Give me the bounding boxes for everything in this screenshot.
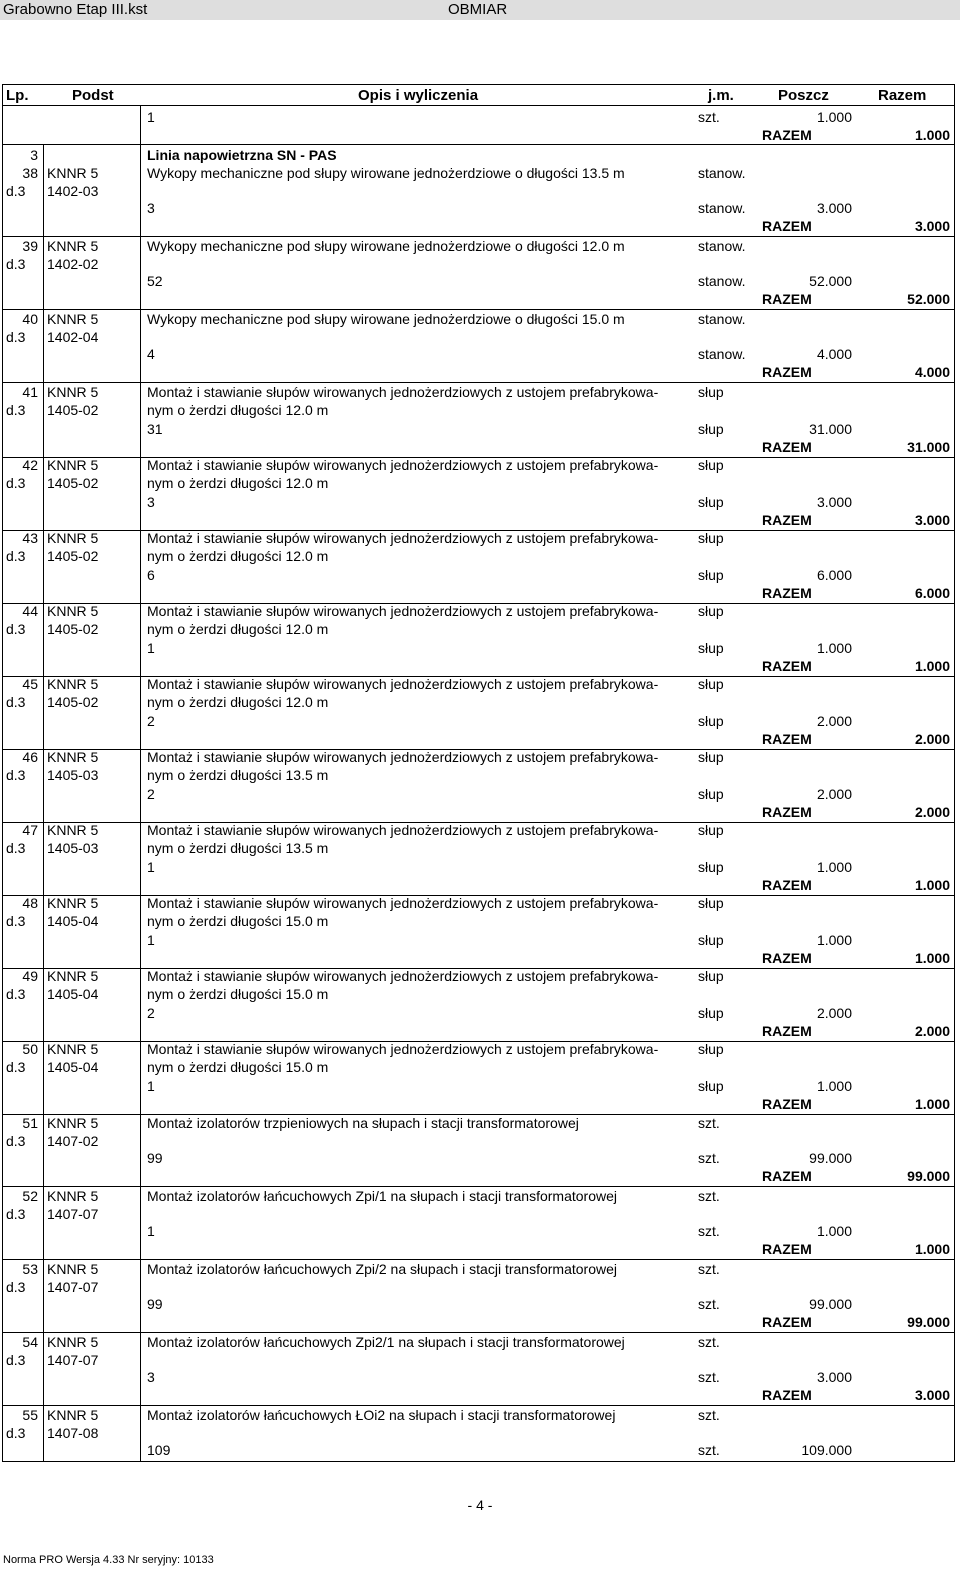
item-podst-code: 1407-07: [47, 1206, 99, 1222]
item-podst-code: 1405-03: [47, 767, 99, 783]
item-razem-value: 3.000: [914, 218, 950, 234]
item-podst-code: 1405-02: [47, 621, 99, 637]
item-podst-d: d.3: [6, 183, 26, 199]
item-poszcz: 1.000: [816, 1223, 852, 1239]
item-unit: stanow.: [698, 273, 746, 289]
item-description: Wykopy mechaniczne pod słupy wirowane jednożerdziowe o długości 12.0 m: [147, 238, 625, 254]
item-podst-d: d.3: [6, 475, 26, 491]
item-podst-catalog: KNNR 5: [47, 968, 99, 984]
item-unit: szt.: [698, 1369, 720, 1385]
item-unit-header: szt.: [698, 1407, 720, 1423]
item-podst-catalog: KNNR 5: [47, 1407, 99, 1423]
item-razem-label: RAZEM: [762, 804, 812, 820]
item-unit-header: słup: [698, 676, 724, 692]
item-unit-header: słup: [698, 530, 724, 546]
item-podst-code: 1405-02: [47, 548, 99, 564]
item-poszcz: 3.000: [816, 1369, 852, 1385]
item-description-cont: nym o żerdzi długości 15.0 m: [147, 1059, 329, 1075]
item-unit-header: słup: [698, 603, 724, 619]
item-razem-value: 52.000: [907, 291, 950, 307]
item-podst-d: d.3: [6, 621, 26, 637]
item-unit: słup: [698, 494, 724, 510]
item-unit: szt.: [698, 1223, 720, 1239]
item-expression: 109: [147, 1442, 171, 1458]
col-razem: Razem: [878, 87, 927, 104]
section-title: Linia napowietrzna SN - PAS: [147, 147, 337, 163]
item-lp: 41: [22, 384, 38, 400]
item-podst-code: 1402-03: [47, 183, 99, 199]
item-unit-header: stanow.: [698, 238, 746, 254]
item-podst-d: d.3: [6, 402, 26, 418]
item-unit: słup: [698, 421, 724, 437]
item-podst-d: d.3: [6, 986, 26, 1002]
item-description-cont: nym o żerdzi długości 13.5 m: [147, 840, 329, 856]
item-podst-code: 1405-02: [47, 475, 99, 491]
item-razem-label: RAZEM: [762, 291, 812, 307]
item-razem-label: RAZEM: [762, 1096, 812, 1112]
item-description: Montaż i stawianie słupów wirowanych jednożerdziowych z ustojem prefabrykowa-: [147, 384, 659, 400]
item-poszcz: 1.000: [816, 932, 852, 948]
item-poszcz: 2.000: [816, 1005, 852, 1021]
item-lp: 38: [22, 165, 38, 181]
item-razem-value: 1.000: [914, 658, 950, 674]
carry-value: 1.000: [816, 109, 852, 125]
item-podst-d: d.3: [6, 1059, 26, 1075]
item-podst-catalog: KNNR 5: [47, 603, 99, 619]
item-expression: 3: [147, 494, 155, 510]
item-poszcz: 1.000: [816, 859, 852, 875]
item-podst-d: d.3: [6, 256, 26, 272]
item-razem-label: RAZEM: [762, 731, 812, 747]
page-number: - 4 -: [467, 1497, 493, 1513]
item-podst-catalog: KNNR 5: [47, 1188, 99, 1204]
item-podst-d: d.3: [6, 548, 26, 564]
item-podst-code: 1407-02: [47, 1133, 99, 1149]
window-header: [0, 0, 960, 20]
item-razem-value: 6.000: [914, 585, 950, 601]
item-podst-catalog: KNNR 5: [47, 749, 99, 765]
item-expression: 99: [147, 1296, 163, 1312]
item-poszcz: 2.000: [816, 713, 852, 729]
footer-text: Norma PRO Wersja 4.33 Nr seryjny: 10133: [3, 1554, 214, 1566]
item-expression: 1: [147, 932, 155, 948]
item-description-cont: nym o żerdzi długości 12.0 m: [147, 402, 329, 418]
item-lp: 55: [22, 1407, 38, 1423]
item-unit-header: stanow.: [698, 165, 746, 181]
item-podst-d: d.3: [6, 694, 26, 710]
item-poszcz: 52.000: [809, 273, 852, 289]
item-razem-label: RAZEM: [762, 439, 812, 455]
item-expression: 2: [147, 1005, 155, 1021]
item-unit-header: słup: [698, 749, 724, 765]
item-razem-value: 2.000: [914, 804, 950, 820]
item-podst-d: d.3: [6, 913, 26, 929]
col-opis: Opis i wyliczenia: [358, 87, 479, 104]
item-unit: słup: [698, 640, 724, 656]
item-podst-catalog: KNNR 5: [47, 530, 99, 546]
item-podst-d: d.3: [6, 1352, 26, 1368]
item-description-cont: nym o żerdzi długości 12.0 m: [147, 694, 329, 710]
item-podst-catalog: KNNR 5: [47, 165, 99, 181]
item-poszcz: 2.000: [816, 786, 852, 802]
item-expression: 1: [147, 640, 155, 656]
item-description: Montaż i stawianie słupów wirowanych jednożerdziowych z ustojem prefabrykowa-: [147, 457, 659, 473]
item-description-cont: nym o żerdzi długości 15.0 m: [147, 986, 329, 1002]
item-podst-d: d.3: [6, 767, 26, 783]
item-lp: 39: [22, 238, 38, 254]
item-podst-code: 1402-04: [47, 329, 99, 345]
item-razem-label: RAZEM: [762, 1168, 812, 1184]
item-razem-value: 2.000: [914, 1023, 950, 1039]
item-unit-header: szt.: [698, 1261, 720, 1277]
item-unit-header: słup: [698, 895, 724, 911]
document-title: OBMIAR: [448, 1, 508, 18]
item-unit-header: słup: [698, 822, 724, 838]
item-description-cont: nym o żerdzi długości 13.5 m: [147, 767, 329, 783]
item-lp: 54: [22, 1334, 38, 1350]
item-razem-label: RAZEM: [762, 950, 812, 966]
item-unit: słup: [698, 932, 724, 948]
item-razem-value: 2.000: [914, 731, 950, 747]
item-description-cont: nym o żerdzi długości 12.0 m: [147, 475, 329, 491]
item-lp: 50: [22, 1041, 38, 1057]
item-lp: 45: [22, 676, 38, 692]
item-podst-catalog: KNNR 5: [47, 1041, 99, 1057]
item-expression: 52: [147, 273, 163, 289]
section-lp: 3: [30, 147, 38, 163]
file-name: Grabowno Etap III.kst: [3, 1, 148, 18]
item-expression: 1: [147, 859, 155, 875]
item-description: Montaż i stawianie słupów wirowanych jednożerdziowych z ustojem prefabrykowa-: [147, 895, 659, 911]
item-podst-code: 1405-04: [47, 1059, 99, 1075]
item-razem-value: 3.000: [914, 1387, 950, 1403]
carry-expr: 1: [147, 109, 155, 125]
item-unit: słup: [698, 567, 724, 583]
item-description: Montaż izolatorów trzpieniowych na słupach i stacji transformatorowej: [147, 1115, 579, 1131]
item-podst-d: d.3: [6, 1279, 26, 1295]
item-description-cont: nym o żerdzi długości 15.0 m: [147, 913, 329, 929]
item-podst-code: 1407-07: [47, 1352, 99, 1368]
item-podst-code: 1405-03: [47, 840, 99, 856]
item-poszcz: 99.000: [809, 1296, 852, 1312]
item-lp: 52: [22, 1188, 38, 1204]
item-razem-label: RAZEM: [762, 585, 812, 601]
item-expression: 6: [147, 567, 155, 583]
item-unit: słup: [698, 1005, 724, 1021]
item-expression: 1: [147, 1223, 155, 1239]
item-description: Wykopy mechaniczne pod słupy wirowane jednożerdziowe o długości 15.0 m: [147, 311, 625, 327]
item-lp: 51: [22, 1115, 38, 1131]
item-unit: szt.: [698, 1442, 720, 1458]
item-unit: słup: [698, 1078, 724, 1094]
item-description: Montaż i stawianie słupów wirowanych jednożerdziowych z ustojem prefabrykowa-: [147, 676, 659, 692]
item-description: Montaż i stawianie słupów wirowanych jednożerdziowych z ustojem prefabrykowa-: [147, 749, 659, 765]
item-expression: 2: [147, 713, 155, 729]
item-podst-catalog: KNNR 5: [47, 238, 99, 254]
item-unit: słup: [698, 786, 724, 802]
item-podst-d: d.3: [6, 329, 26, 345]
item-unit-header: słup: [698, 384, 724, 400]
item-unit: szt.: [698, 1150, 720, 1166]
item-poszcz: 109.000: [801, 1442, 852, 1458]
item-razem-value: 1.000: [914, 950, 950, 966]
col-poszcz: Poszcz: [778, 87, 829, 104]
item-unit-header: stanow.: [698, 311, 746, 327]
item-razem-value: 31.000: [907, 439, 950, 455]
carry-razem-value: 1.000: [914, 127, 950, 143]
item-podst-catalog: KNNR 5: [47, 1115, 99, 1131]
item-expression: 1: [147, 1078, 155, 1094]
item-description-cont: nym o żerdzi długości 12.0 m: [147, 548, 329, 564]
item-description: Montaż i stawianie słupów wirowanych jednożerdziowych z ustojem prefabrykowa-: [147, 603, 659, 619]
item-lp: 47: [22, 822, 38, 838]
item-description: Montaż izolatorów łańcuchowych Zpi/2 na słupach i stacji transformatorowej: [147, 1261, 617, 1277]
item-unit: stanow.: [698, 346, 746, 362]
item-unit-header: szt.: [698, 1188, 720, 1204]
item-razem-value: 1.000: [914, 1096, 950, 1112]
item-description: Montaż izolatorów łańcuchowych ŁOi2 na słupach i stacji transformatorowej: [147, 1407, 616, 1423]
item-poszcz: 6.000: [816, 567, 852, 583]
item-razem-value: 1.000: [914, 877, 950, 893]
item-description: Montaż i stawianie słupów wirowanych jednożerdziowych z ustojem prefabrykowa-: [147, 968, 659, 984]
item-razem-label: RAZEM: [762, 218, 812, 234]
item-lp: 40: [22, 311, 38, 327]
item-description: Montaż i stawianie słupów wirowanych jednożerdziowych z ustojem prefabrykowa-: [147, 1041, 659, 1057]
item-expression: 3: [147, 200, 155, 216]
item-podst-d: d.3: [6, 840, 26, 856]
item-razem-label: RAZEM: [762, 1387, 812, 1403]
item-poszcz: 99.000: [809, 1150, 852, 1166]
item-razem-label: RAZEM: [762, 1241, 812, 1257]
item-description: Montaż izolatorów łańcuchowych Zpi2/1 na słupach i stacji transformatorowej: [147, 1334, 625, 1350]
item-expression: 4: [147, 346, 155, 362]
item-unit-header: szt.: [698, 1115, 720, 1131]
item-description: Montaż izolatorów łańcuchowych Zpi/1 na słupach i stacji transformatorowej: [147, 1188, 617, 1204]
carry-razem-label: RAZEM: [762, 127, 812, 143]
item-unit: słup: [698, 713, 724, 729]
item-podst-d: d.3: [6, 1206, 26, 1222]
item-podst-catalog: KNNR 5: [47, 384, 99, 400]
item-razem-value: 1.000: [914, 1241, 950, 1257]
item-podst-catalog: KNNR 5: [47, 895, 99, 911]
item-podst-code: 1405-04: [47, 986, 99, 1002]
item-unit: stanow.: [698, 200, 746, 216]
item-poszcz: 3.000: [816, 200, 852, 216]
item-podst-d: d.3: [6, 1133, 26, 1149]
item-podst-code: 1405-04: [47, 913, 99, 929]
item-unit: słup: [698, 859, 724, 875]
item-podst-code: 1405-02: [47, 694, 99, 710]
item-podst-catalog: KNNR 5: [47, 311, 99, 327]
item-lp: 46: [22, 749, 38, 765]
item-razem-label: RAZEM: [762, 364, 812, 380]
item-podst-catalog: KNNR 5: [47, 1334, 99, 1350]
item-expression: 31: [147, 421, 163, 437]
item-lp: 49: [22, 968, 38, 984]
item-podst-code: 1407-08: [47, 1425, 99, 1441]
item-poszcz: 31.000: [809, 421, 852, 437]
item-unit-header: szt.: [698, 1334, 720, 1350]
item-lp: 48: [22, 895, 38, 911]
item-podst-catalog: KNNR 5: [47, 822, 99, 838]
item-poszcz: 1.000: [816, 1078, 852, 1094]
item-razem-label: RAZEM: [762, 1023, 812, 1039]
col-jm: j.m.: [708, 87, 734, 104]
item-description-cont: nym o żerdzi długości 12.0 m: [147, 621, 329, 637]
item-razem-label: RAZEM: [762, 1314, 812, 1330]
item-razem-value: 99.000: [907, 1314, 950, 1330]
item-podst-code: 1405-02: [47, 402, 99, 418]
item-description: Wykopy mechaniczne pod słupy wirowane jednożerdziowe o długości 13.5 m: [147, 165, 625, 181]
item-podst-code: 1407-07: [47, 1279, 99, 1295]
item-razem-label: RAZEM: [762, 658, 812, 674]
item-razem-value: 4.000: [914, 364, 950, 380]
item-unit-header: słup: [698, 968, 724, 984]
col-podst: Podst: [72, 87, 114, 104]
col-lp: Lp.: [6, 87, 29, 104]
item-razem-value: 99.000: [907, 1168, 950, 1184]
item-razem-value: 3.000: [914, 512, 950, 528]
item-lp: 42: [22, 457, 38, 473]
item-expression: 2: [147, 786, 155, 802]
item-expression: 3: [147, 1369, 155, 1385]
item-poszcz: 1.000: [816, 640, 852, 656]
item-podst-d: d.3: [6, 1425, 26, 1441]
item-razem-label: RAZEM: [762, 877, 812, 893]
item-podst-catalog: KNNR 5: [47, 457, 99, 473]
item-unit: szt.: [698, 1296, 720, 1312]
item-expression: 99: [147, 1150, 163, 1166]
item-podst-catalog: KNNR 5: [47, 1261, 99, 1277]
item-description: Montaż i stawianie słupów wirowanych jednożerdziowych z ustojem prefabrykowa-: [147, 530, 659, 546]
item-lp: 44: [22, 603, 38, 619]
item-lp: 53: [22, 1261, 38, 1277]
item-description: Montaż i stawianie słupów wirowanych jednożerdziowych z ustojem prefabrykowa-: [147, 822, 659, 838]
item-podst-code: 1402-02: [47, 256, 99, 272]
item-unit-header: słup: [698, 457, 724, 473]
item-podst-catalog: KNNR 5: [47, 676, 99, 692]
carry-unit: szt.: [698, 109, 720, 125]
item-razem-label: RAZEM: [762, 512, 812, 528]
item-poszcz: 4.000: [816, 346, 852, 362]
item-unit-header: słup: [698, 1041, 724, 1057]
item-lp: 43: [22, 530, 38, 546]
item-poszcz: 3.000: [816, 494, 852, 510]
